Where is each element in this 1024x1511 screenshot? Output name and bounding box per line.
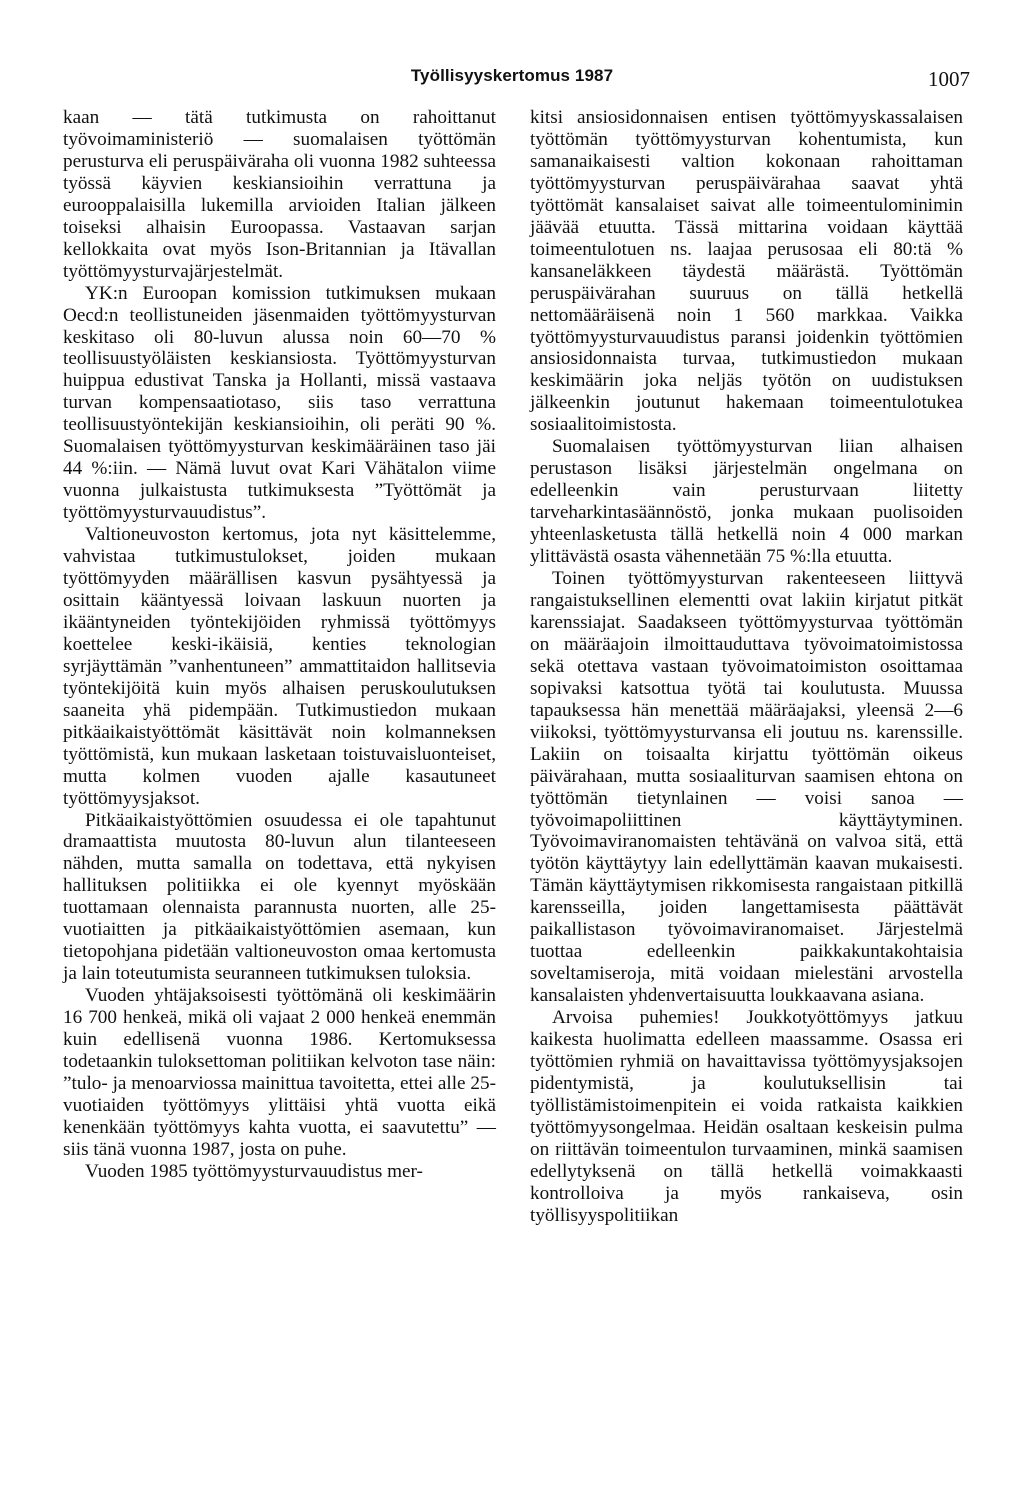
- paragraph: Suomalaisen työttömyysturvan liian alhaisen perustason lisäksi järjestelmän ongelmana on edelleenkin vain perusturvaan liitetty tarveharkintasäännöstö, jonka mukaan puolisoiden yhteenlasketusta tällä hetkellä noin 4 000 markan ylittävästä osasta vähennetään 75 %:lla etuutta.: [530, 436, 963, 568]
- paragraph: Vuoden 1985 työttömyysturvauudistus mer-: [85, 1160, 423, 1182]
- paragraph: kitsi ansiosidonnaisen entisen työttömyyskassalaisen työttömän työttömyysturvan kohentumista, kun samanaikaisesti valtion kokonaan rahoittaman työttömyysturvan peruspäivärahaa saavat yhtä työttömät kansalaiset saivat alle toimeentulominimin jäävää etuutta. Tässä mittarina voidaan käyttää toimeentulotuen ns. laajaa perusosaa eli 80:tä % kansaneläkkeen täydestä määrästä. Työttömän peruspäivärahan suuruus on tällä hetkellä nettomääräisenä noin 1 560 markkaa. Vaikka työttömyysturvauudistus paransi joidenkin työttömien ansiosidonnaista turvaa, tutkimustiedon mukaan keskimäärin joka neljäs työtön on uudistuksen jälkeenkin joutunut hakemaan toimeentulotukea sosiaalitoimistosta.: [530, 107, 963, 436]
- paragraph: kaan — tätä tutkimusta on rahoittanut työvoimaministeriö — suomalaisen työttömän perusturva eli peruspäiväraha oli vuonna 1982 suhteessa työssä käyvien keskiansioihin verrattuna ja eurooppalaisilla lukemilla arvioiden Italian jälkeen toiseksi alhaisin Euroopassa. Vastaavan sarjan kellokkaita ovat myös Ison-Britannian ja Itävallan työttömyysturvajärjestelmät.: [63, 107, 496, 282]
- left-text-column: [63, 107, 496, 1183]
- page-number: 1007: [928, 67, 970, 91]
- right-text-column: [530, 107, 963, 1227]
- paragraph: Vuoden yhtäjaksoisesti työttömänä oli keskimäärin 16 700 henkeä, mikä oli vajaat 2 000 henkeä enemmän kuin edellisenä vuonna 1986. Kertomuksessa todetaankin tuloksettoman politiikan kelvoton tase näin: ”tulo- ja menoarviossa mainittua tavoitetta, ettei alle 25-vuotiaiden työttömyys ylittäisi yhtä vuotta eikä kenenkään työttömyys kahta vuotta, ei saavutettu” — siis tänä vuonna 1987, josta on puhe.: [63, 985, 496, 1160]
- paragraph: Valtioneuvoston kertomus, jota nyt käsittelemme, vahvistaa tutkimustulokset, joiden mukaan työttömyyden määrällisen kasvun pysähtyessä ja osittain kääntyessä loivaan laskuun nuorten ja ikääntyneiden työntekijöiden ryhmissä työttömyys koettelee keski-ikäisiä, kenties teknologian syrjäyttämän ”vanhentuneen” ammattitaidon hallitsevia työntekijöitä kuin myös alhaisen peruskoulutuksen saaneita yhä pidempään. Tutkimustiedon mukaan pitkäaikaistyöttömät käsittävät noin kolmanneksen työttömistä, kun mukaan lasketaan toistuvaisluonteiset, mutta kolmen vuoden ajalle kasautuneet työttömyysjaksot.: [63, 524, 496, 809]
- paragraph: Toinen työttömyysturvan rakenteeseen liittyvä rangaistuksellinen elementti ovat lakiin kirjatut pitkät karenssiajat. Saadakseen työttömyysturvaa työttömän on määräajoin ilmoittauduttava työvoimatoimistossa sekä otettava vastaan työvoimatoimiston osoittamaa sopivaksi katsottua työtä tai koulutusta. Muussa tapauksessa hän menettää määräajaksi, yleensä 2—6 viikoksi, työttömyysturvansa eli joutuu ns. karenssille. Lakiin on toisaalta kirjattu työttömän oikeus päivärahaan, mutta sosiaaliturvan saamisen ehtona on työttömän tietynlainen — voisi sanoa — työvoimapoliittinen käyttäytyminen. Työvoimaviranomaisten tehtävänä on valvoa sitä, että työtön käyttäytyy lain edellyttämän kaavan mukaisesti. Tämän käyttäytymisen rikkomisesta rangaistaan pitkillä karensseilla, joiden langettamisesta päättävät paikallistason työvoimaviranomaiset. Järjestelmä tuottaa edelleenkin paikkakuntakohtaisia soveltamiseroja, mitä voidaan mielestäni arvostella kansalaisten yhdenvertaisuutta loukkaavana asiana.: [530, 568, 963, 1007]
- paragraph: YK:n Euroopan komission tutkimuksen mukaan Oecd:n teollistuneiden jäsenmaiden työttömyysturvan keskitaso oli 80-luvun alussa noin 60—70 % teollisuustyöläisten keskiansiosta. Työttömyysturvan huippua edustivat Tanska ja Hollanti, missä vastaava turvan kompensaatiotaso, siis taso verrattuna teollisuustyöntekijän keskiansioihin, oli peräti 90 %. Suomalaisen työttömyysturvan keskimääräinen taso jäi 44 %:iin. — Nämä luvut ovat Kari Vähätalon viime vuonna julkaistusta tutkimuksesta ”Työttömät ja työttömyysturvauudistus”.: [63, 282, 496, 524]
- paragraph: Pitkäaikaistyöttömien osuudessa ei ole tapahtunut dramaattista muutosta 80-luvun alun tilanteeseen nähden, mutta samalla on todettava, että nykyisen hallituksen politiikka ei ole kyennyt myöskään tuottamaan olennaista parannusta nuorten, alle 25-vuotiaitten ja pitkäaikaistyöttömien asemaan, kun tietopohjana pidetään valtioneuvoston omaa kertomusta ja lain toteutumista seuranneen tutkimuksen tuloksia.: [63, 809, 496, 985]
- paragraph: Arvoisa puhemies! Joukkotyöttömyys jatkuu kaikesta huolimatta edelleen maassamme. Osassa eri työttömien ryhmiä on havaittavissa työttömyysjaksojen pidentymistä, ja koulutuksellisin tai työllistämistoimenpitein ei voida ratkaista kaikkien työttömyysongelmaa. Heidän osaltaan keskeisin pulma on riittävän toimeentulon turvaaminen, minkä saamisen edellytyksenä on tällä hetkellä voimakkaasti kontrolloiva ja myös rankaiseva, osin työllisyyspolitiikan: [530, 1007, 963, 1226]
- running-header-title: Työllisyyskertomus 1987: [410, 66, 614, 85]
